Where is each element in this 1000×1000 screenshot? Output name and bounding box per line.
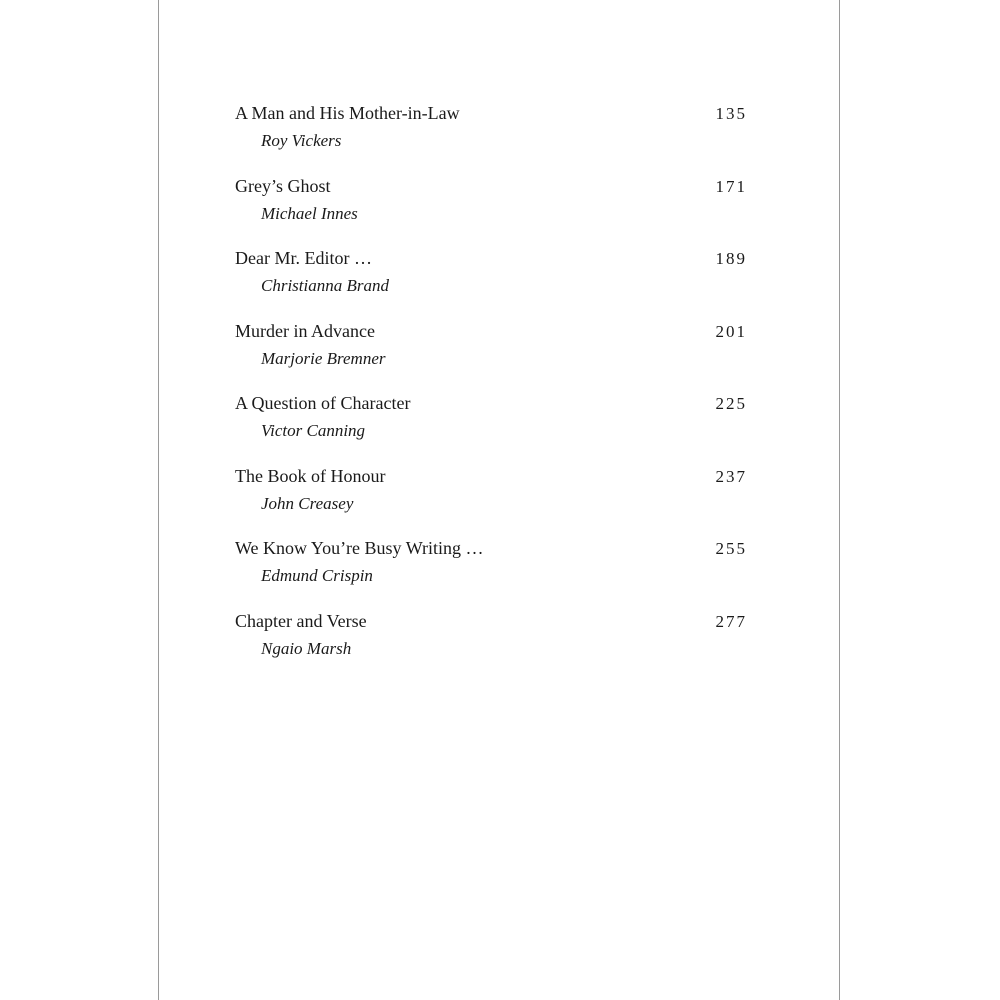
book-page xyxy=(158,0,840,1000)
page-number: 225 xyxy=(715,394,747,413)
story-title: Grey’s Ghost xyxy=(235,175,331,196)
page-number: 189 xyxy=(715,249,747,268)
story-title: Chapter and Verse xyxy=(235,610,367,631)
page-number: 171 xyxy=(715,176,747,196)
story-title: Dear Mr. Editor … xyxy=(235,248,372,268)
table-of-contents xyxy=(235,101,747,681)
story-author: Ngaio Marsh xyxy=(261,638,352,658)
toc-entry[interactable] xyxy=(235,536,747,609)
story-title: A Question of Character xyxy=(235,393,411,413)
story-author: Roy Vickers xyxy=(261,131,342,150)
story-author: Christianna Brand xyxy=(261,276,389,295)
toc-entry[interactable] xyxy=(235,174,747,247)
story-title: Murder in Advance xyxy=(235,320,375,341)
story-author: Victor Canning xyxy=(261,421,366,440)
story-author: John Creasey xyxy=(261,493,354,513)
page-number: 201 xyxy=(715,321,747,341)
story-title: The Book of Honour xyxy=(235,465,386,486)
toc-entry[interactable] xyxy=(235,101,747,174)
story-title: A Man and His Mother-in-Law xyxy=(235,103,460,123)
story-title: We Know You’re Busy Writing … xyxy=(235,538,484,558)
toc-entry[interactable] xyxy=(235,319,747,392)
page-number: 135 xyxy=(715,104,747,123)
toc-entry[interactable] xyxy=(235,246,747,319)
toc-entry[interactable] xyxy=(235,609,747,682)
story-author: Marjorie Bremner xyxy=(261,348,386,368)
page-number: 237 xyxy=(715,466,747,486)
toc-entry[interactable] xyxy=(235,464,747,537)
page-number: 255 xyxy=(715,539,747,558)
page-number: 277 xyxy=(715,611,747,631)
story-author: Edmund Crispin xyxy=(261,566,373,585)
toc-entry[interactable] xyxy=(235,391,747,464)
story-author: Michael Innes xyxy=(261,203,358,223)
